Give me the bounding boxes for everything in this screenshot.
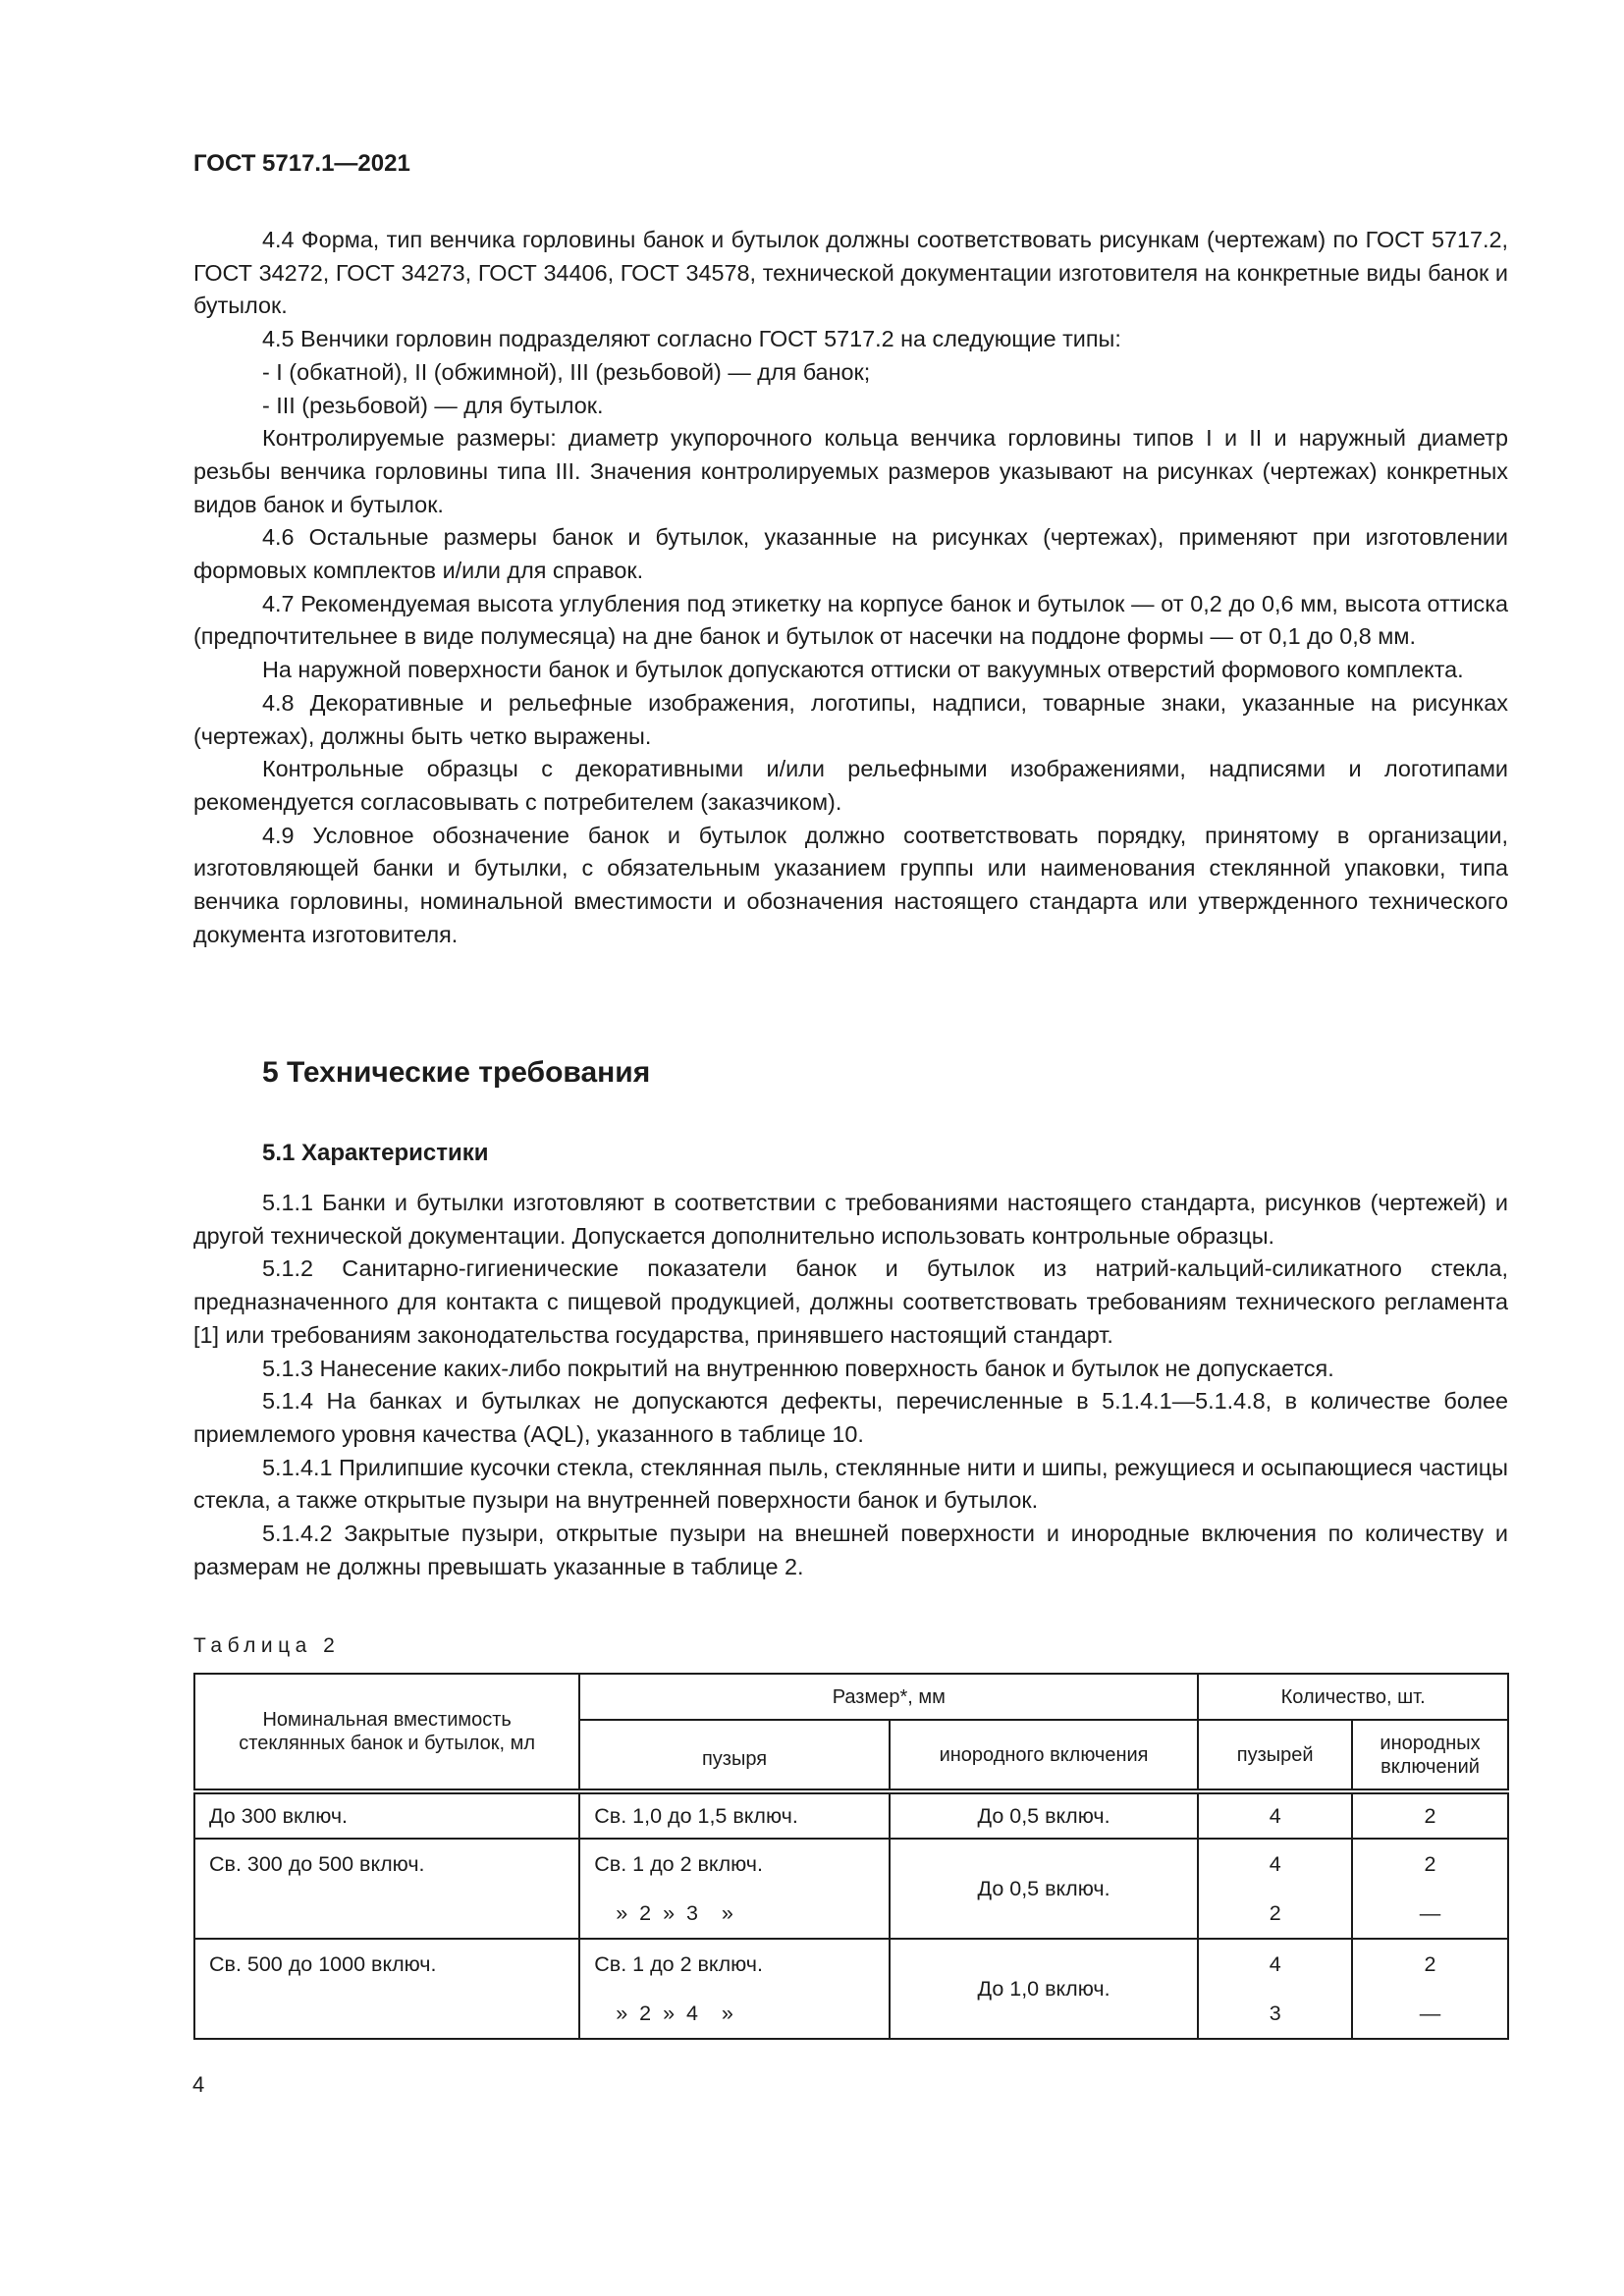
paragraph-4-4: 4.4 Форма, тип венчика горловины банок и бутылок должны соответствовать рисункам (чертежам) по ГОСТ 5717.2, ГОСТ 34272, ГОСТ 34273, ГОСТ 34406, ГОСТ 34578, технической документации изготовителя на конкретные виды банок и бутылок. [193,227,1508,319]
cell-inclusion-counts [1352,1939,1508,2039]
cell-capacity: Св. 500 до 1000 включ. [194,1939,579,2039]
document-code-header: ГОСТ 5717.1—2021 [193,150,410,177]
paragraph-5-1-2: 5.1.2 Санитарно-гигиенические показатели банок и бутылок из натрий-кальций-силикатного стекла, предназначенного для контакта с пищевой продукцией, должны соответствовать требованиям технического регламента [1] или требованиям законодательства государства, принявшего настоящий стандарт. [193,1255,1508,1348]
cell-bubble-sizes [579,1939,889,2039]
bubble-size-line: Св. 1 до 2 включ. [594,1952,763,1976]
table-row [194,1939,1508,2039]
paragraph-control-samples: Контрольные образцы с декоративными и/или рельефными изображениями, надписями и логотипами рекомендуется согласовывать с потребителем (заказчиком). [193,756,1508,815]
bubble-count-line: 4 [1269,1852,1281,1876]
paragraph-controlled-dimensions: Контролируемые размеры: диаметр укупорочного кольца венчика горловины типов I и II и наружный диаметр резьбы венчика горловины типа III. Значения контролируемых размеров указывают на рисунках (чертежах) конкретных видов банок и бутылок. [193,425,1508,517]
table-row [194,1791,1508,1839]
paragraph-5-1-3: 5.1.3 Нанесение каких-либо покрытий на внутреннюю поверхность банок и бутылок не допускается. [262,1355,1334,1381]
table-2 [193,1673,1509,2040]
inclusion-count-line: 2 [1424,1952,1436,1976]
bubble-count-line: 4 [1269,1952,1281,1976]
section-5-text [193,1187,1508,1583]
cell-bubble-sizes [579,1839,889,1939]
cell-bubble-size: Св. 1,0 до 1,5 включ. [579,1791,889,1839]
page-number: 4 [192,2072,205,2097]
cell-inclusion-counts [1352,1839,1508,1939]
cell-inclusion-size: До 0,5 включ. [890,1839,1199,1939]
section-4-text [193,224,1508,951]
paragraph-4-6: 4.6 Остальные размеры банок и бутылок, указанные на рисунках (чертежах), применяют при изготовлении формовых комплектов и/или для справок. [193,524,1508,584]
cell-inclusion-count: 2 [1352,1791,1508,1839]
header-capacity-text: Номинальная вместимость стеклянных банок и бутылок, мл [239,1709,535,1754]
bubble-size-line: » 2 » 3 » [616,1901,733,1925]
cell-bubble-count: 4 [1198,1791,1352,1839]
header-capacity [194,1674,579,1791]
header-quantity-group: Количество, шт. [1198,1674,1508,1720]
header-size-group: Размер*, мм [579,1674,1198,1720]
inclusion-count-line: — [1419,2002,1441,2025]
list-item-neck-types-jars: - I (обкатной), II (обжимной), III (резьбовой) — для банок; [262,358,871,385]
header-inclusion-size: инородного включения [890,1720,1199,1791]
bubble-size-line: Св. 1 до 2 включ. [594,1852,763,1876]
header-bubble-count: пузырей [1198,1720,1352,1791]
table-row [194,1839,1508,1939]
section-5-heading: 5 Технические требования [262,1056,651,1089]
paragraph-4-8: 4.8 Декоративные и рельефные изображения, логотипы, надписи, товарные знаки, указанные на рисунках (чертежах), должны быть четко выражены. [193,689,1508,749]
paragraph-5-1-4: 5.1.4 На банках и бутылках не допускаются дефекты, перечисленные в 5.1.4.1—5.1.4.8, в количестве более приемлемого уровня качества (AQL), указанного в таблице 10. [193,1388,1508,1447]
table-2-label: Таблица 2 [193,1634,341,1657]
paragraph-vacuum-marks: На наружной поверхности банок и бутылок допускаются оттиски от вакуумных отверстий формового комплекта. [262,657,1464,683]
paragraph-5-1-4-2: 5.1.4.2 Закрытые пузыри, открытые пузыри на внешней поверхности и инородные включения по количеству и размерам не должны превышать указанные в таблице 2. [193,1521,1508,1579]
paragraph-4-9: 4.9 Условное обозначение банок и бутылок должно соответствовать порядку, принятому в организации, изготовляющей банки и бутылки, с обязательным указанием группы или наименования стеклянной упаковки, типа венчика горловины, номинальной вместимости и обозначения настоящего стандарта или утвержденного технического документа изготовителя. [193,822,1508,947]
bubble-count-line: 3 [1269,2002,1281,2025]
paragraph-4-7: 4.7 Рекомендуемая высота углубления под этикетку на корпусе банок и бутылок — от 0,2 до 0,6 мм, высота оттиска (предпочтительнее в виде полумесяца) на дне банок и бутылок от насечки на поддоне формы — от 0,1 до 0,8 мм. [193,590,1508,650]
paragraph-5-1-4-1: 5.1.4.1 Прилипшие кусочки стекла, стеклянная пыль, стеклянные нити и шипы, режущиеся и осыпающиеся частицы стекла, а также открытые пузыри на внутренней поверхности банок и бутылок. [193,1454,1508,1514]
cell-capacity: До 300 включ. [194,1791,579,1839]
inclusion-count-line: — [1419,1901,1441,1925]
subsection-5-1-heading: 5.1 Характеристики [262,1140,489,1166]
cell-bubble-counts [1198,1939,1352,2039]
bubble-count-line: 2 [1269,1901,1281,1925]
paragraph-5-1-1: 5.1.1 Банки и бутылки изготовляют в соответствии с требованиями настоящего стандарта, рисунков (чертежей) и другой технической документации. Допускается дополнительно использовать контрольные образцы. [193,1190,1508,1249]
bubble-size-line: » 2 » 4 » [616,2002,733,2025]
paragraph-4-5: 4.5 Венчики горловин подразделяют согласно ГОСТ 5717.2 на следующие типы: [262,326,1121,352]
cell-capacity: Св. 300 до 500 включ. [194,1839,579,1939]
header-bubble-size: пузыря [579,1720,889,1791]
header-inclusion-count: инородных включений [1352,1720,1508,1791]
list-item-neck-types-bottles: - III (резьбовой) — для бутылок. [262,392,604,418]
inclusion-count-line: 2 [1424,1852,1436,1876]
cell-inclusion-size: До 1,0 включ. [890,1939,1199,2039]
cell-bubble-counts [1198,1839,1352,1939]
cell-inclusion-size: До 0,5 включ. [890,1791,1199,1839]
